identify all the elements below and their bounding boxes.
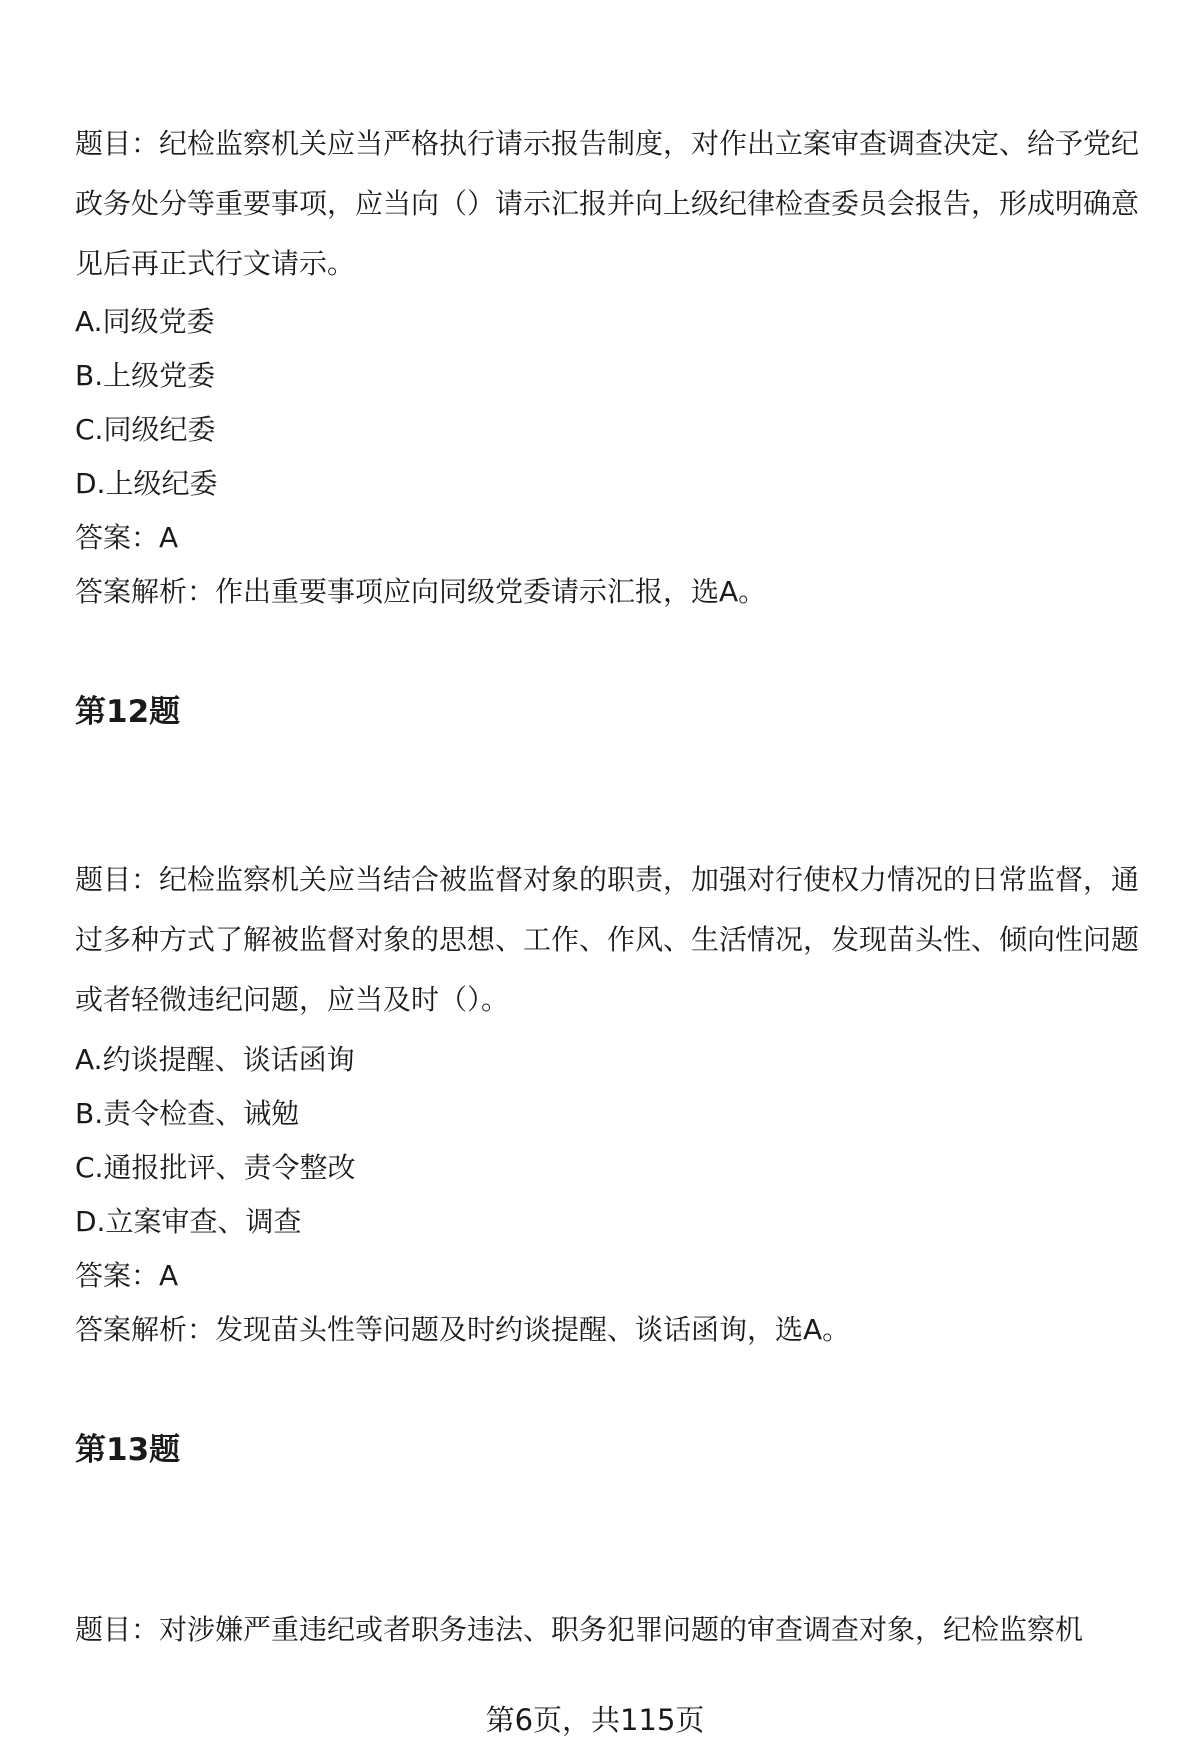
question-11-answer: 答案：A xyxy=(75,521,179,554)
question-11-text: 题目：纪检监察机关应当严格执行请示报告制度，对作出立案审查调查决定、给予党纪政务处分等重要事项，应当向（）请示汇报并向上级纪律检查委员会报告，形成明确意见后再正式行文请示。 xyxy=(75,127,1140,280)
question-12-option-b: B.责令检查、诫勉 xyxy=(75,1097,300,1130)
question-11-explanation: 答案解析：作出重要事项应向同级党委请示汇报，选A。 xyxy=(75,575,767,608)
question-13-heading: 第13题 xyxy=(75,1432,181,1468)
question-12-option-c: C.通报批评、责令整改 xyxy=(75,1151,356,1184)
page-number-footer: 第6页，共115页 xyxy=(485,1703,705,1737)
question-11-option-d: D.上级纪委 xyxy=(75,467,218,500)
question-12-option-d: D.立案审查、调查 xyxy=(75,1205,302,1238)
question-11-option-b: B.上级党委 xyxy=(75,359,216,392)
question-12-text: 题目：纪检监察机关应当结合被监督对象的职责，加强对行使权力情况的日常监督，通过多种方式了解被监督对象的思想、工作、作风、生活情况，发现苗头性、倾向性问题或者轻微违纪问题，应当及时（）。 xyxy=(75,863,1140,1016)
question-12-option-a: A.约谈提醒、谈话函询 xyxy=(75,1043,355,1076)
question-11-option-c: C.同级纪委 xyxy=(75,413,216,446)
question-12-heading: 第12题 xyxy=(75,694,181,730)
question-12-explanation: 答案解析：发现苗头性等问题及时约谈提醒、谈话函询，选A。 xyxy=(75,1313,851,1346)
question-11-option-a: A.同级党委 xyxy=(75,305,215,338)
question-13-text: 题目：对涉嫌严重违纪或者职务违法、职务犯罪问题的审查调查对象，纪检监察机 xyxy=(75,1613,1084,1646)
question-12-answer: 答案：A xyxy=(75,1259,179,1292)
